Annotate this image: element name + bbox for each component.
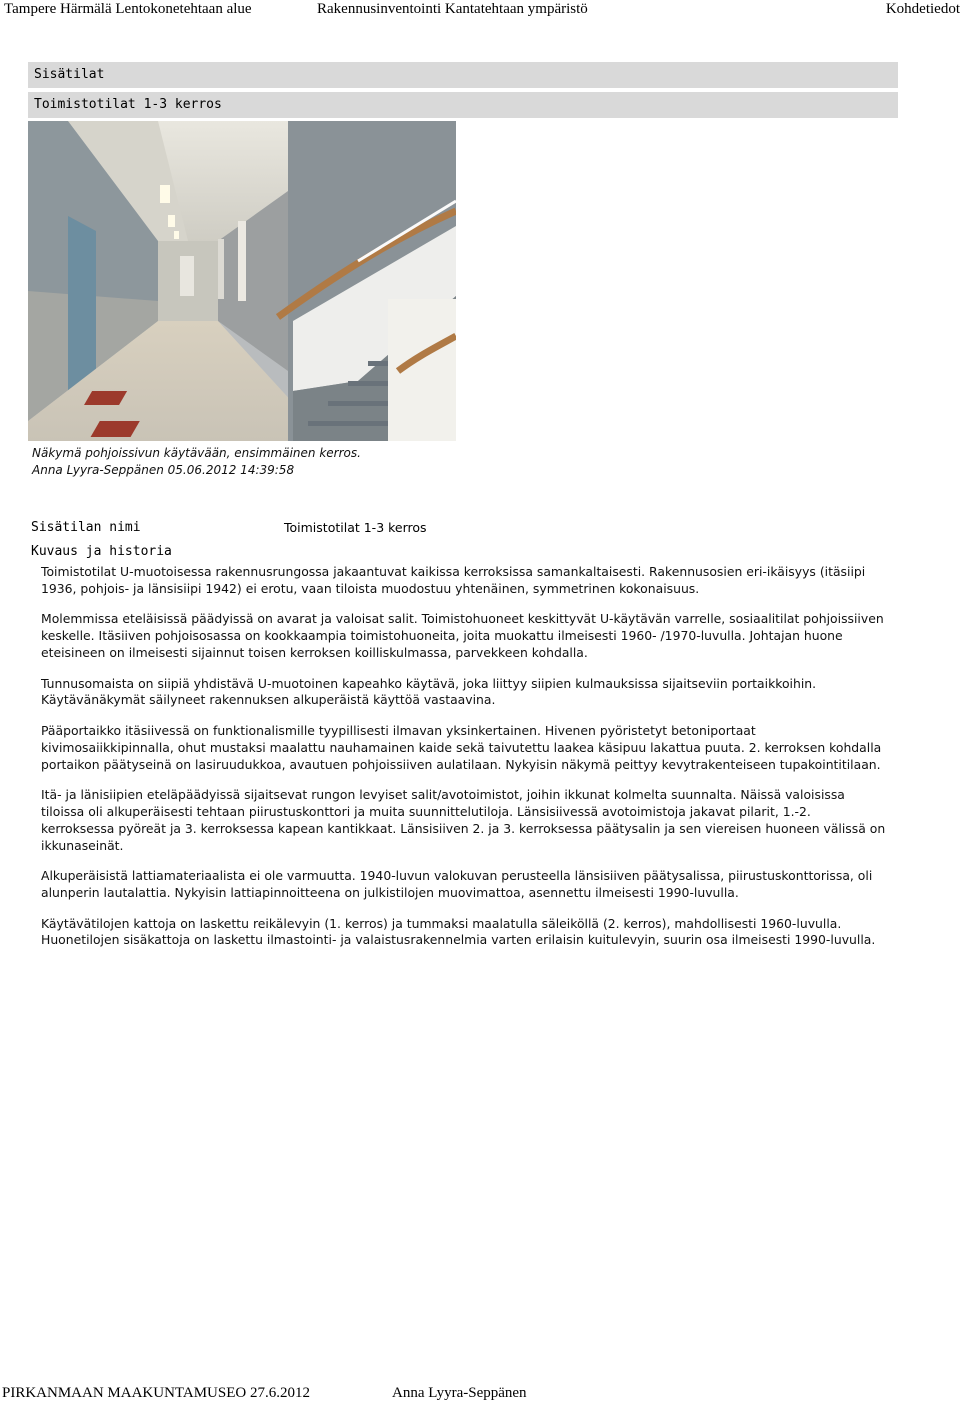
description-paragraph: Toimistotilat U-muotoisessa rakennusrungossa jakaantuvat kaikissa kerroksissa samankaltaisesti. Rakennusosien eri-ikäisyys (itäsiipi 1936, pohjois- ja länsisiipi 1942) ei erotu, vaan tiloista muodostuu yhtenäinen, symmetrinen kokonaisuus. (41, 564, 866, 596)
description-paragraph: Itä- ja länisiipien eteläpäädyissä sijaitsevat rungon levyiset salit/avotoimistot, joihin ikkunat kolmelta suunnalta. Näissä valoisissa tiloissa oli alkuperäisesti tehtaan piirustuskonttori ja muita suunnittelutiloja. Länsisiivessä avotoimistoja jakavat pilarit, 1.-2. kerroksessa pyöreät ja 3. kerroksessa kapean kantikkaat. Länsisiiven 2. ja 3. kerroksessa päätysalin ja sen viereisen huoneen välissä on ikkunaseinät. (41, 787, 886, 853)
header-location: Tampere Härmälä Lentokonetehtaan alue (4, 1, 252, 17)
description-label: Kuvaus ja historia (31, 544, 172, 559)
description-paragraph: Molemmissa eteläisissä päädyissä on avarat ja valoisat salit. Toimistohuoneet keskittyvät U-käytävän varrelle, sosiaalitilat pohjoissiiven keskelle. Itäsiiven pohjoisosassa on kookkaampia toimistohuoneita, joita muokattu ilmeisesti 1960- /1970-luvulla. Johtajan huone eteisineen on ilmeisesti sijainnut toisen kerroksen koilliskulmassa, parvekkeen kohdalla. (41, 611, 884, 661)
subsection-title-bar: Toimistotilat 1-3 kerros (28, 92, 898, 118)
description-text (41, 564, 886, 963)
corridor-photo (28, 121, 456, 441)
header-section: Kohdetiedot (885, 1, 960, 17)
page-header (0, 0, 960, 20)
header-project: Rakennusinventointi Kantatehtaan ympäristö (317, 1, 588, 17)
description-paragraph: Tunnusomaista on siipiä yhdistävä U-muotoinen kapeahko käytävä, joka liittyy siipien kulmauksissa sijaitseviin portaikkoihin. Käytävänäkymät säilyneet rakennuksen alkuperäistä käyttöä vastaavina. (41, 675, 817, 708)
photo-credit: Anna Lyyra-Seppänen 05.06.2012 14:39:58 (32, 463, 295, 477)
section-title-bar: Sisätilat (28, 62, 898, 88)
footer-author: Anna Lyyra-Seppänen (392, 1385, 527, 1401)
photo-caption: Näkymä pohjoissivun käytävään, ensimmäinen kerros. (32, 446, 361, 460)
name-label: Sisätilan nimi (31, 520, 141, 535)
description-paragraph: Käytävätilojen kattoja on laskettu reikälevyin (1. kerros) ja tummaksi maalatulla säleiköllä (2. kerros), mahdollisesti 1960-luvulla. Huonetilojen sisäkattoja on laskettu ilmastointi- ja valaistusrakennelmia varten erilaisin kuitulevyin, suurin osa ilmeisesti 1990-luvulla. (41, 915, 876, 948)
name-value: Toimistotilat 1-3 kerros (284, 520, 427, 535)
description-paragraph: Alkuperäisistä lattiamateriaalista ei ole varmuutta. 1940-luvun valokuvan perusteella länsisiiven päätysalissa, piirustuskonttorissa, oli alunperin lautalattia. Nykyisin lattiapinnoitteena on julkistilojen muovimattoa, asennettu ilmeisesti 1990-luvulla. (41, 868, 873, 901)
page-footer (0, 1384, 960, 1403)
footer-organization-date: PIRKANMAAN MAAKUNTAMUSEO 27.6.2012 (2, 1385, 310, 1401)
description-paragraph: Pääportaikko itäsiivessä on funktionalismille tyypillisesti ilmavan yksinkertainen. Hivenen pyöristetyt betoniportaat kivimosaiikkipinnalla, ohut mustaksi maalattu nauhamainen kaide sekä taivutettu laakea käsipuu lakattua puuta. 2. kerroksen kohdalla portaikon päätyseinä on lasiruudukkoa, avautuen pohjoissiiven aulatilaan. Nykyisin näkymä peittyy kevytrakenteiseen tupakointitilaan. (41, 722, 882, 772)
